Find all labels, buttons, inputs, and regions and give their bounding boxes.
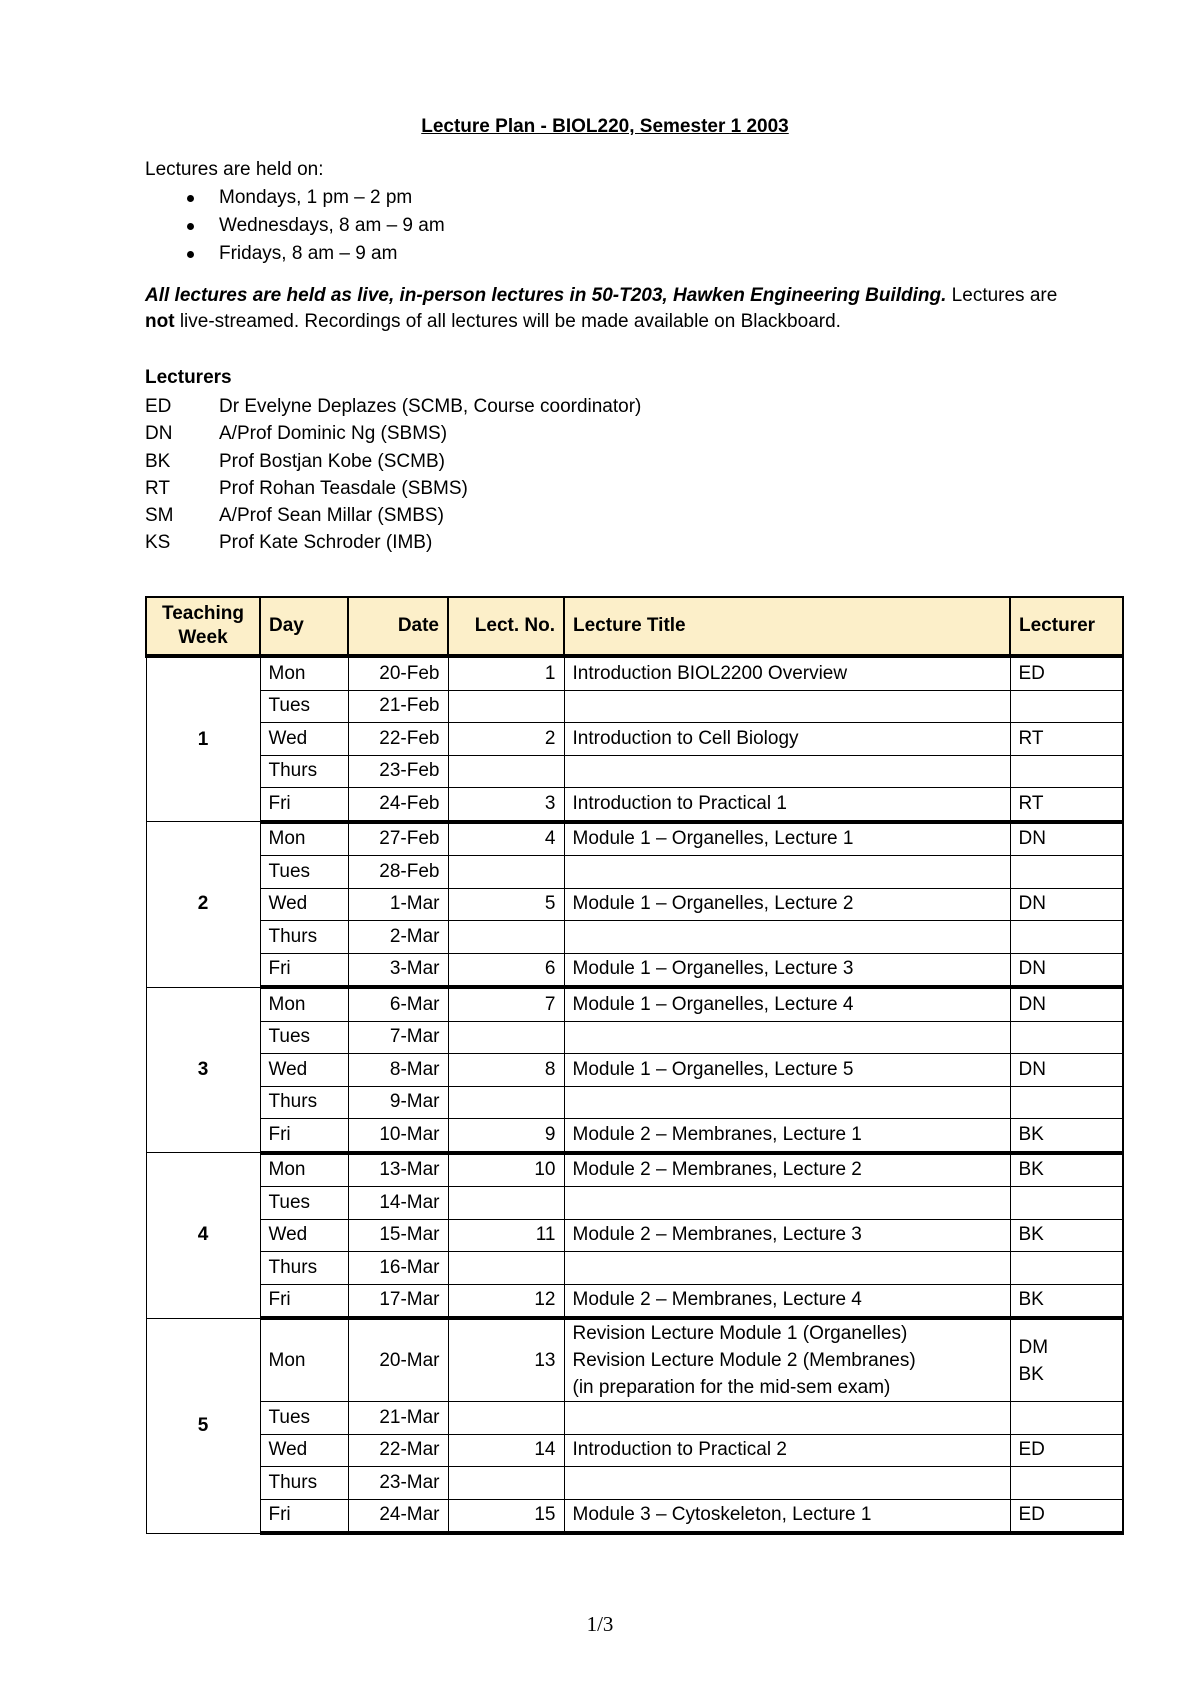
lecturer-name: Prof Rohan Teasdale (SBMS) xyxy=(219,477,468,499)
day-cell: Thurs xyxy=(260,755,348,788)
lecture-title-cell xyxy=(564,1252,1010,1285)
lecturer-row xyxy=(145,502,641,529)
table-row xyxy=(146,1252,1123,1285)
lecture-number-cell: 5 xyxy=(448,888,564,921)
date-cell: 24-Feb xyxy=(348,788,448,822)
page-title: Lecture Plan - BIOL220, Semester 1 2003 xyxy=(421,116,789,137)
lecturer-row xyxy=(145,475,641,502)
date-cell: 13-Mar xyxy=(348,1153,448,1187)
teaching-week-cell: 2 xyxy=(146,822,260,988)
lecturer-cell: DN xyxy=(1010,987,1123,1021)
lecturer-cell xyxy=(1010,921,1123,954)
lecture-title-cell: Revision Lecture Module 1 (Organelles) Revision Lecture Module 2 (Membranes) (in preparation for the mid-sem exam) xyxy=(564,1318,1010,1402)
date-cell: 23-Mar xyxy=(348,1467,448,1500)
venue-notice-text-b: live-streamed. Recordings of all lectures will be made available on Blackboard. xyxy=(174,311,841,332)
table-row xyxy=(146,921,1123,954)
lecture-title-cell xyxy=(564,1467,1010,1500)
table-row xyxy=(146,755,1123,788)
lecture-time-item: Fridays, 8 am – 9 am xyxy=(145,240,445,268)
lecture-time-item: Wednesdays, 8 am – 9 am xyxy=(145,212,445,240)
table-body xyxy=(146,656,1123,1533)
date-cell: 21-Feb xyxy=(348,690,448,723)
lecture-number-cell: 11 xyxy=(448,1219,564,1252)
lecture-number-cell: 6 xyxy=(448,953,564,987)
lecture-title-cell: Module 1 – Organelles, Lecture 2 xyxy=(564,888,1010,921)
lecture-title-cell: Module 2 – Membranes, Lecture 3 xyxy=(564,1219,1010,1252)
lecturer-cell: DN xyxy=(1010,822,1123,856)
day-cell: Wed xyxy=(260,888,348,921)
lecturer-row xyxy=(145,529,641,556)
lecture-title-cell xyxy=(564,856,1010,889)
lecture-number-cell: 4 xyxy=(448,822,564,856)
lecture-title-cell xyxy=(564,1021,1010,1054)
date-cell: 17-Mar xyxy=(348,1284,448,1318)
lecture-number-cell xyxy=(448,1252,564,1285)
lecture-title-cell xyxy=(564,921,1010,954)
table-row xyxy=(146,1434,1123,1467)
lecturer-row xyxy=(145,393,641,420)
day-cell: Fri xyxy=(260,1499,348,1533)
table-row xyxy=(146,1284,1123,1318)
lecturer-cell: BK xyxy=(1010,1119,1123,1153)
lecture-number-cell: 10 xyxy=(448,1153,564,1187)
lecturer-cell: DN xyxy=(1010,888,1123,921)
day-cell: Mon xyxy=(260,1318,348,1402)
table-row xyxy=(146,1119,1123,1153)
table-row xyxy=(146,1187,1123,1220)
lecturer-name: A/Prof Sean Millar (SMBS) xyxy=(219,505,444,527)
table-row xyxy=(146,788,1123,822)
day-cell: Tues xyxy=(260,1187,348,1220)
lecture-number-cell: 8 xyxy=(448,1054,564,1087)
lecture-title-cell: Module 3 – Cytoskeleton, Lecture 1 xyxy=(564,1499,1010,1533)
lecture-number-cell xyxy=(448,1021,564,1054)
lecture-times-heading: Lectures are held on: xyxy=(145,159,324,180)
day-cell: Mon xyxy=(260,656,348,690)
table-row xyxy=(146,987,1123,1021)
lecturer-cell xyxy=(1010,1021,1123,1054)
date-cell: 6-Mar xyxy=(348,987,448,1021)
table-row xyxy=(146,1021,1123,1054)
lecturer-code: DN xyxy=(145,423,173,445)
venue-notice xyxy=(145,283,1065,335)
day-cell: Mon xyxy=(260,987,348,1021)
lecture-times-list xyxy=(145,184,445,268)
day-cell: Wed xyxy=(260,1434,348,1467)
lecture-title-cell: Introduction to Practical 2 xyxy=(564,1434,1010,1467)
lecture-title-cell xyxy=(564,1187,1010,1220)
table-row xyxy=(146,1153,1123,1187)
table-row xyxy=(146,822,1123,856)
venue-notice-not: not xyxy=(145,311,175,332)
lecture-number-cell xyxy=(448,690,564,723)
lecturer-code: KS xyxy=(145,532,171,554)
day-cell: Wed xyxy=(260,1219,348,1252)
table-row xyxy=(146,1467,1123,1500)
date-cell: 22-Feb xyxy=(348,723,448,756)
date-cell: 1-Mar xyxy=(348,888,448,921)
venue-notice-bold: All lectures are held as live, in-person lectures in 50-T203, Hawken Engineering Building. xyxy=(145,285,947,306)
lecturer-code: ED xyxy=(145,396,172,417)
lecture-title-cell: Module 2 – Membranes, Lecture 1 xyxy=(564,1119,1010,1153)
lecture-number-cell: 1 xyxy=(448,656,564,690)
lecturer-cell xyxy=(1010,690,1123,723)
lecturers-heading: Lecturers xyxy=(145,367,232,388)
date-cell: 15-Mar xyxy=(348,1219,448,1252)
lecturer-cell xyxy=(1010,1086,1123,1119)
day-cell: Thurs xyxy=(260,1086,348,1119)
lecturer-cell xyxy=(1010,755,1123,788)
table-row xyxy=(146,723,1123,756)
lecturer-cell: BK xyxy=(1010,1219,1123,1252)
day-cell: Tues xyxy=(260,690,348,723)
table-row xyxy=(146,1054,1123,1087)
lecture-number-cell: 7 xyxy=(448,987,564,1021)
lecturer-name: A/Prof Dominic Ng (SBMS) xyxy=(219,423,448,445)
column-header-lecture-title: Lecture Title xyxy=(564,597,1010,656)
day-cell: Fri xyxy=(260,953,348,987)
lecturer-cell xyxy=(1010,1402,1123,1435)
lecture-title-cell xyxy=(564,690,1010,723)
date-cell: 9-Mar xyxy=(348,1086,448,1119)
lecturer-code: BK xyxy=(145,450,171,472)
column-header-lecture-number: Lect. No. xyxy=(448,597,564,656)
lecture-number-cell: 12 xyxy=(448,1284,564,1318)
table-row xyxy=(146,656,1123,690)
column-header-day: Day xyxy=(260,597,348,656)
lecture-title-cell xyxy=(564,1086,1010,1119)
lecturer-row xyxy=(145,420,641,447)
lecturer-cell: RT xyxy=(1010,788,1123,822)
page-number: 1/3 xyxy=(586,1612,614,1636)
date-cell: 16-Mar xyxy=(348,1252,448,1285)
lecture-number-cell: 9 xyxy=(448,1119,564,1153)
date-cell: 7-Mar xyxy=(348,1021,448,1054)
table-row xyxy=(146,1219,1123,1252)
lecturer-cell: BK xyxy=(1010,1153,1123,1187)
lecture-title-cell: Module 1 – Organelles, Lecture 1 xyxy=(564,822,1010,856)
day-cell: Tues xyxy=(260,856,348,889)
table-row xyxy=(146,953,1123,987)
lecturer-name: Prof Bostjan Kobe (SCMB) xyxy=(219,450,445,472)
lecture-title-cell: Module 1 – Organelles, Lecture 4 xyxy=(564,987,1010,1021)
lecture-title-cell: Introduction to Practical 1 xyxy=(564,788,1010,822)
date-cell: 24-Mar xyxy=(348,1499,448,1533)
table-row xyxy=(146,690,1123,723)
day-cell: Tues xyxy=(260,1402,348,1435)
lecture-title-cell xyxy=(564,1402,1010,1435)
date-cell: 8-Mar xyxy=(348,1054,448,1087)
lecture-number-cell xyxy=(448,1086,564,1119)
table-row xyxy=(146,1318,1123,1402)
day-cell: Fri xyxy=(260,1284,348,1318)
lecture-title-cell xyxy=(564,755,1010,788)
lecturer-name: Prof Kate Schroder (IMB) xyxy=(219,532,433,554)
date-cell: 28-Feb xyxy=(348,856,448,889)
date-cell: 22-Mar xyxy=(348,1434,448,1467)
date-cell: 20-Mar xyxy=(348,1318,448,1402)
lecturer-cell xyxy=(1010,1187,1123,1220)
teaching-week-cell: 3 xyxy=(146,987,260,1153)
day-cell: Fri xyxy=(260,788,348,822)
lecturer-row xyxy=(145,448,641,475)
lecture-times-section xyxy=(145,156,445,268)
column-header-week: Teaching Week xyxy=(146,597,260,656)
lecture-number-cell xyxy=(448,856,564,889)
date-cell: 2-Mar xyxy=(348,921,448,954)
teaching-week-cell: 5 xyxy=(146,1318,260,1533)
lecture-number-cell xyxy=(448,755,564,788)
day-cell: Thurs xyxy=(260,921,348,954)
lecture-title-cell: Module 1 – Organelles, Lecture 3 xyxy=(564,953,1010,987)
date-cell: 20-Feb xyxy=(348,656,448,690)
teaching-week-cell: 4 xyxy=(146,1153,260,1319)
table-row xyxy=(146,1402,1123,1435)
lecture-title-cell: Introduction to Cell Biology xyxy=(564,723,1010,756)
table-row xyxy=(146,888,1123,921)
column-header-date: Date xyxy=(348,597,448,656)
teaching-week-cell: 1 xyxy=(146,656,260,822)
day-cell: Wed xyxy=(260,1054,348,1087)
lecture-number-cell xyxy=(448,1467,564,1500)
lecturer-cell: RT xyxy=(1010,723,1123,756)
table-row xyxy=(146,1086,1123,1119)
lecture-number-cell: 13 xyxy=(448,1318,564,1402)
lecture-title-cell: Module 2 – Membranes, Lecture 4 xyxy=(564,1284,1010,1318)
lecture-title-cell: Module 1 – Organelles, Lecture 5 xyxy=(564,1054,1010,1087)
lecture-number-cell: 3 xyxy=(448,788,564,822)
date-cell: 10-Mar xyxy=(348,1119,448,1153)
lecture-time-item: Mondays, 1 pm – 2 pm xyxy=(145,184,445,212)
table-header-row xyxy=(146,597,1123,656)
day-cell: Wed xyxy=(260,723,348,756)
lecture-number-cell xyxy=(448,1402,564,1435)
lecture-number-cell: 2 xyxy=(448,723,564,756)
lecture-title-cell: Module 2 – Membranes, Lecture 2 xyxy=(564,1153,1010,1187)
lecturer-cell: ED xyxy=(1010,656,1123,690)
lecturer-cell: DN xyxy=(1010,1054,1123,1087)
lecture-title-cell: Introduction BIOL2200 Overview xyxy=(564,656,1010,690)
lecture-number-cell: 15 xyxy=(448,1499,564,1533)
date-cell: 14-Mar xyxy=(348,1187,448,1220)
lecture-number-cell: 14 xyxy=(448,1434,564,1467)
lecturers-list xyxy=(145,393,641,557)
venue-notice-text-a: Lectures are xyxy=(946,285,1058,306)
table-row xyxy=(146,1499,1123,1533)
lecturer-code: SM xyxy=(145,505,174,527)
lecturer-cell xyxy=(1010,1467,1123,1500)
lecturer-cell xyxy=(1010,1252,1123,1285)
day-cell: Tues xyxy=(260,1021,348,1054)
lecturer-cell: BK xyxy=(1010,1284,1123,1318)
date-cell: 3-Mar xyxy=(348,953,448,987)
lecture-number-cell xyxy=(448,921,564,954)
date-cell: 21-Mar xyxy=(348,1402,448,1435)
lecturer-cell: DM BK xyxy=(1010,1318,1123,1402)
lecturer-cell: ED xyxy=(1010,1434,1123,1467)
lecturer-cell: DN xyxy=(1010,953,1123,987)
day-cell: Fri xyxy=(260,1119,348,1153)
lecturer-code: RT xyxy=(145,477,170,499)
lecturer-cell: ED xyxy=(1010,1499,1123,1533)
lecturer-cell xyxy=(1010,856,1123,889)
date-cell: 23-Feb xyxy=(348,755,448,788)
date-cell: 27-Feb xyxy=(348,822,448,856)
day-cell: Thurs xyxy=(260,1467,348,1500)
day-cell: Thurs xyxy=(260,1252,348,1285)
day-cell: Mon xyxy=(260,1153,348,1187)
lecturer-name: Dr Evelyne Deplazes (SCMB, Course coordinator) xyxy=(219,396,642,417)
column-header-lecturer: Lecturer xyxy=(1010,597,1123,656)
lecture-plan-table xyxy=(145,596,1124,1535)
table-row xyxy=(146,856,1123,889)
lecture-number-cell xyxy=(448,1187,564,1220)
day-cell: Mon xyxy=(260,822,348,856)
